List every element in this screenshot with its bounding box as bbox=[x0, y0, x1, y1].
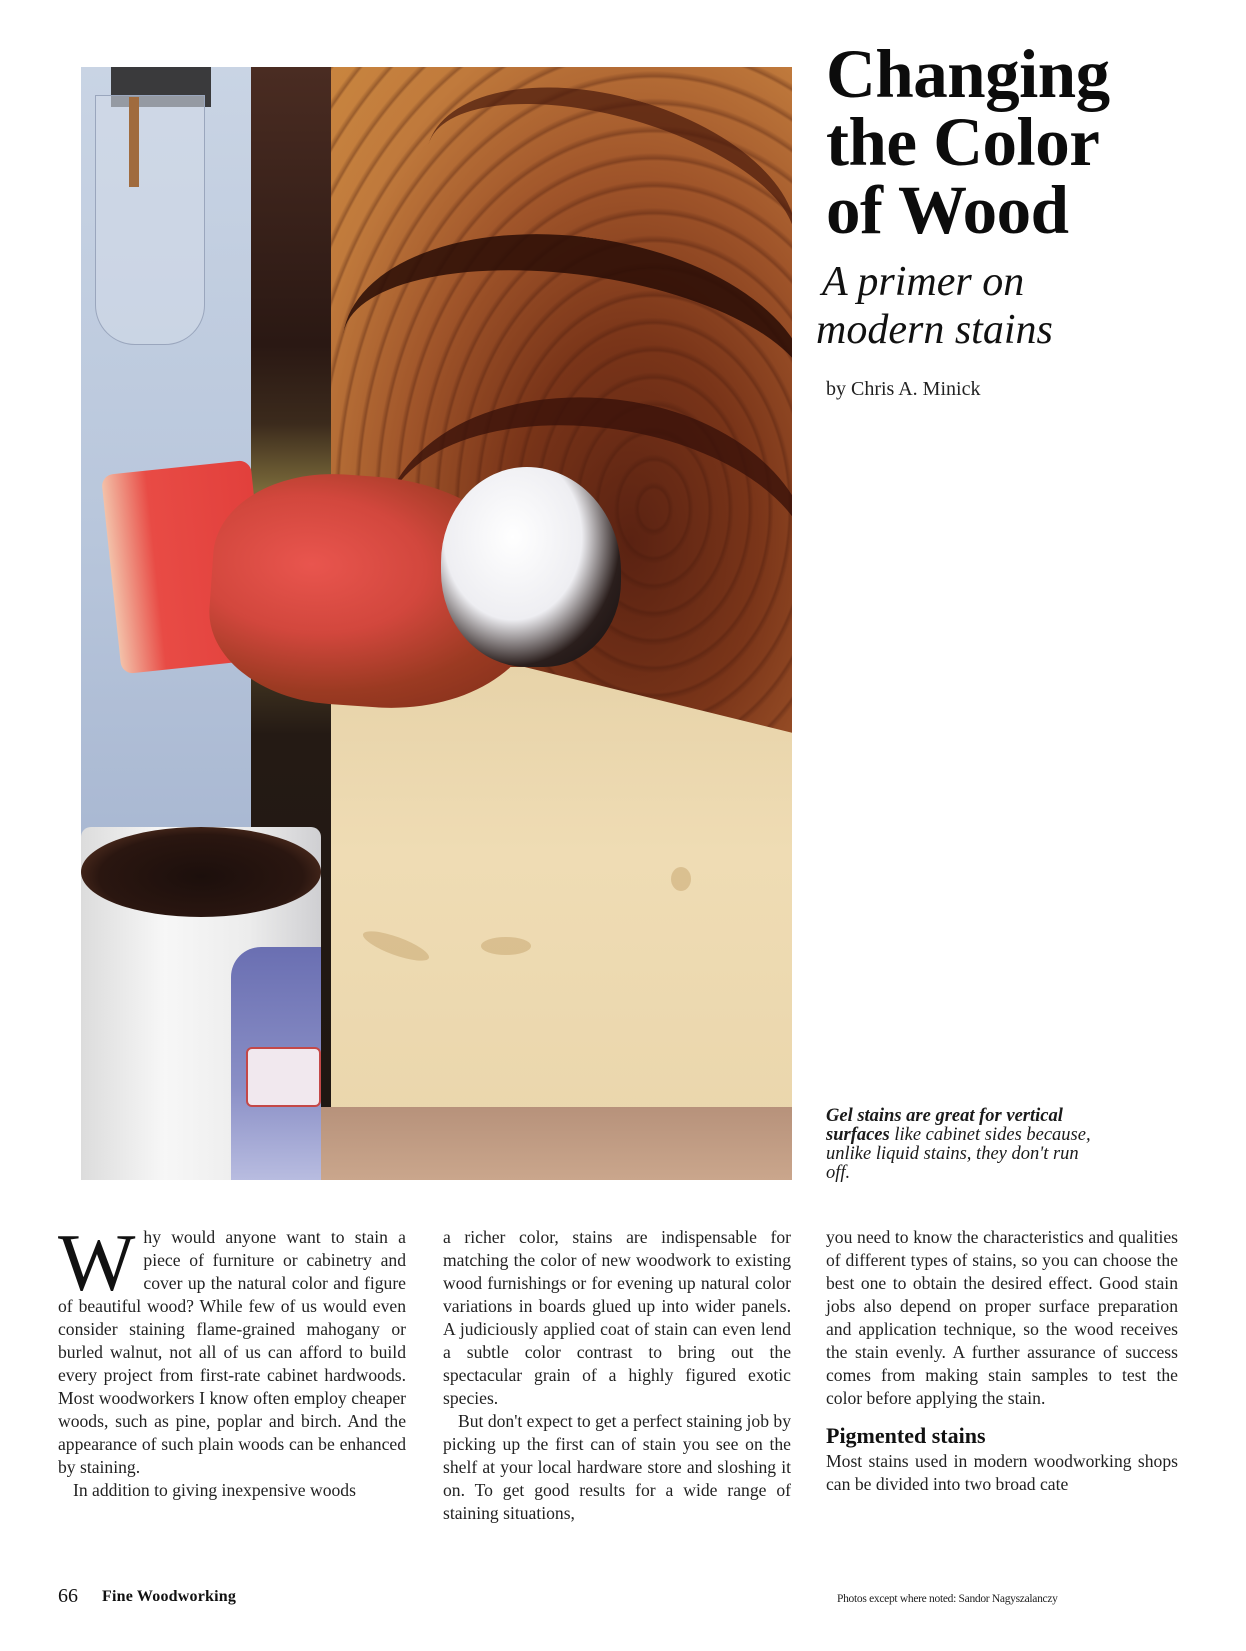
title-line: of Wood bbox=[826, 172, 1069, 248]
drop-cap: W bbox=[58, 1217, 136, 1308]
paragraph: hy would anyone want to stain a piece of furniture or cabinetry and cover up the natural color and figure of beautiful wood? While few of us would even consider staining flame-grained mahogany or burled walnut, not all of us can afford to build every project from first-rate cabinet hardwoods. Most woodworkers I know often employ cheaper woods, such as pine, poplar and birch. And the appearance of such plain woods can be enhanced by staining. bbox=[58, 1227, 406, 1477]
wood-knot bbox=[671, 867, 691, 891]
title-line: Changing bbox=[826, 36, 1110, 112]
paragraph: But don't expect to get a perfect staining job by picking up the first can of stain you see on the shelf at your local hardware store and sloshing it on. To get good results for a wide range of staining situations, bbox=[443, 1411, 791, 1523]
article-photo bbox=[81, 67, 792, 1180]
article-title bbox=[826, 36, 1226, 248]
paragraph: In addition to giving inexpensive woods bbox=[73, 1480, 356, 1500]
magazine-name: Fine Woodworking bbox=[102, 1588, 237, 1605]
stain-can-opening bbox=[81, 827, 321, 917]
workbench bbox=[251, 1107, 792, 1180]
byline: by Chris A. Minick bbox=[826, 378, 981, 400]
body-column-3 bbox=[826, 1226, 1178, 1496]
subtitle-line: modern stains bbox=[816, 307, 1053, 353]
caption-text: like cabinet sides because, unlike liquid stains, they don't run off. bbox=[826, 1125, 1091, 1183]
unstained-board bbox=[331, 667, 792, 1137]
apron-pocket bbox=[95, 95, 205, 345]
paragraph: you need to know the characteristics and qualities of different types of stains, so you can choose the best one to obtain the desired effect. Good stain jobs also depend on proper surface preparation and application technique, so the wood receives the stain evenly. A further assurance of success comes from making stain samples to test the color before applying the stain. bbox=[826, 1227, 1178, 1408]
paragraph: Most stains used in modern woodworking shops can be divided into two broad cate bbox=[826, 1451, 1178, 1494]
section-heading: Pigmented stains bbox=[826, 1423, 986, 1448]
subtitle-line: A primer on bbox=[822, 259, 1025, 305]
article-subtitle bbox=[816, 258, 1216, 354]
page-number: 66 bbox=[58, 1585, 78, 1607]
photo-credit: Photos except where noted: Sandor Nagyszalanczy bbox=[837, 1593, 1058, 1605]
caption-lead: Gel stains are great for vertical surfaces bbox=[826, 1106, 1063, 1145]
stain-can-label-band bbox=[246, 1047, 321, 1107]
wood-knot bbox=[481, 937, 531, 955]
photo-caption bbox=[826, 1107, 1096, 1183]
paragraph: a richer color, stains are indispensable for matching the color of new woodwork to existing wood furnishings or for evening up natural color variations in boards glued up into wider panels. A judiciously applied coat of stain can even lend a subtle color contrast to bring out the spectacular grain of a highly figured exotic species. bbox=[443, 1227, 791, 1408]
title-line: the Color bbox=[826, 104, 1100, 180]
body-column-1 bbox=[58, 1217, 406, 1502]
body-column-2 bbox=[443, 1226, 791, 1525]
pencil-in-pocket bbox=[129, 97, 139, 187]
